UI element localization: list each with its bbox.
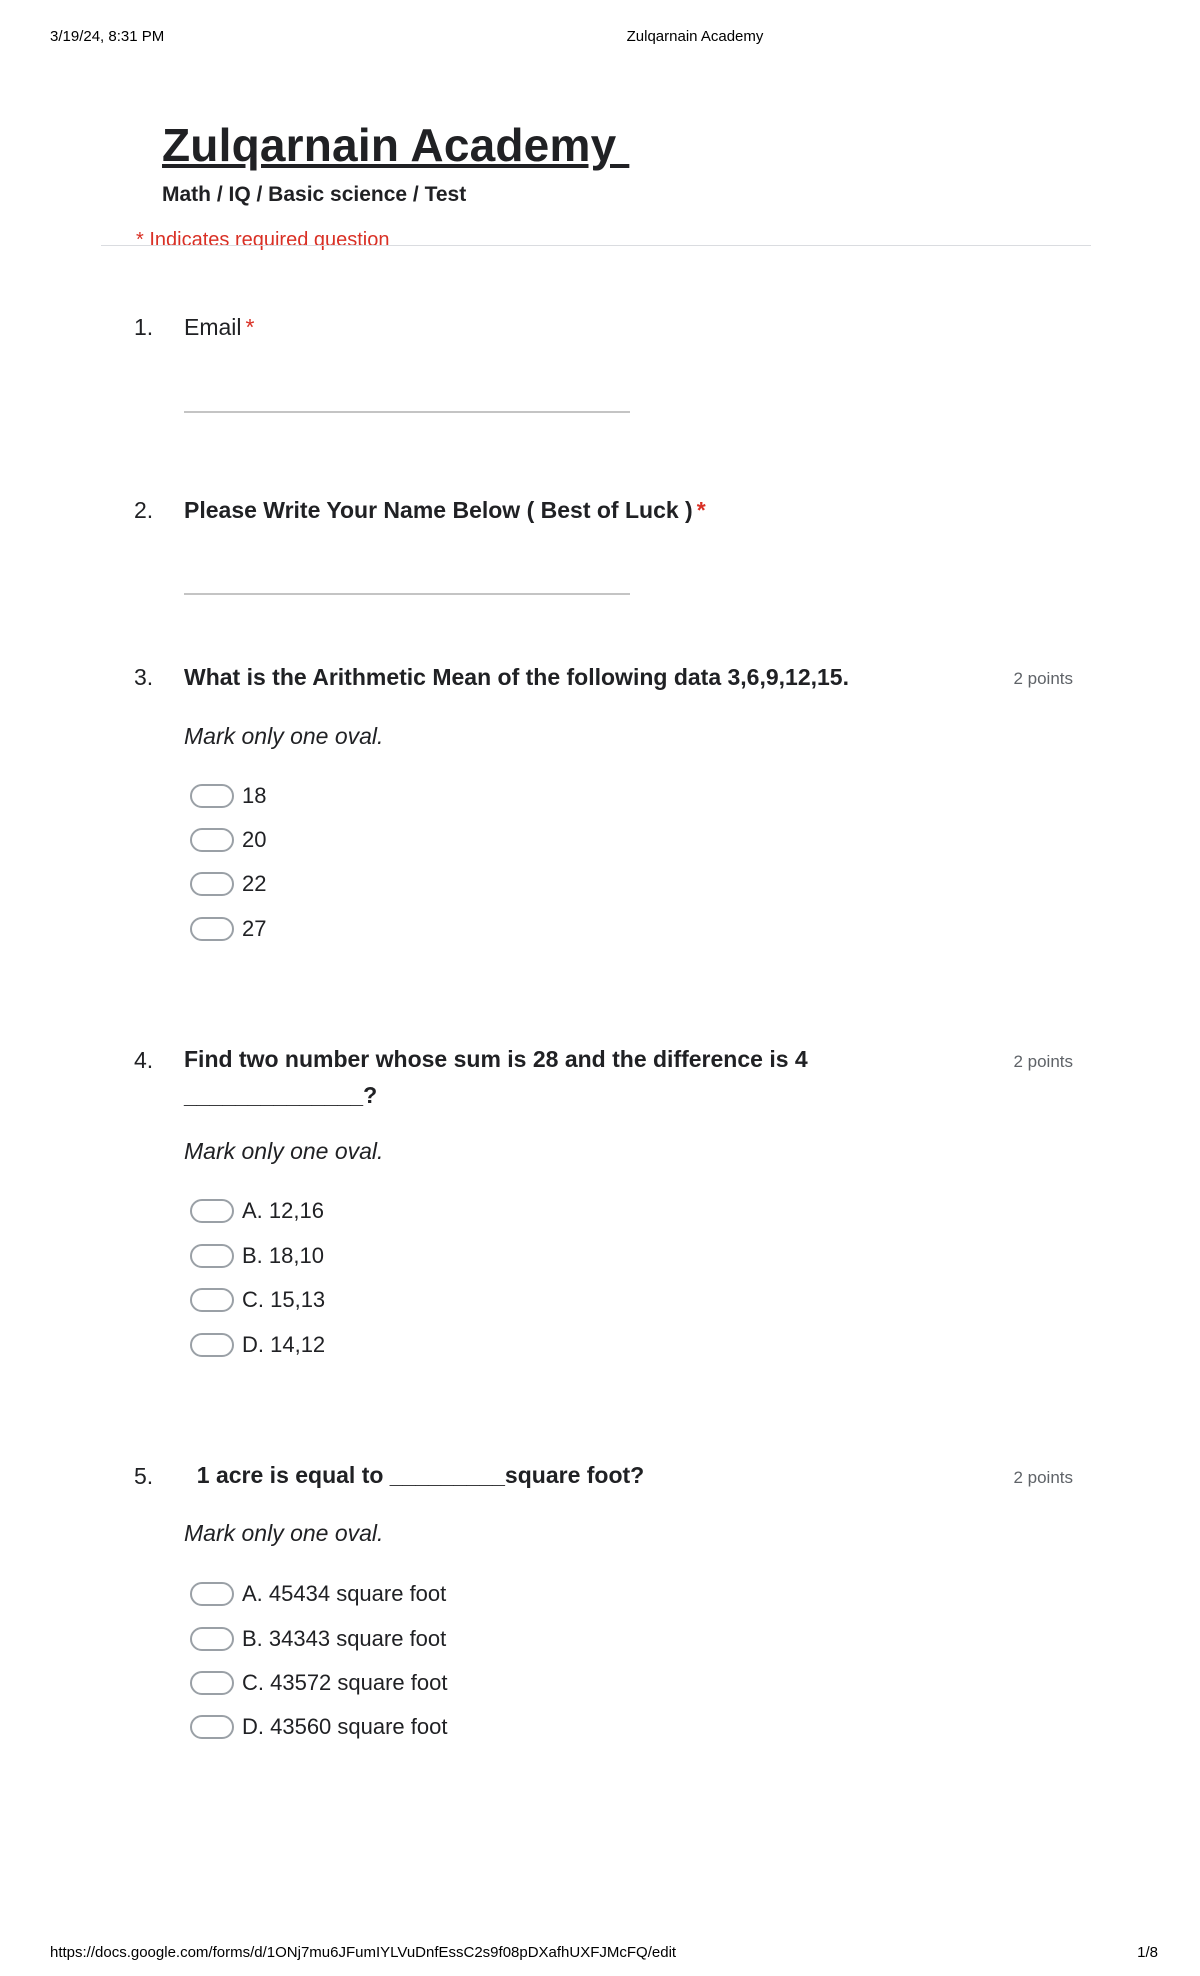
- print-footer-page-number: 1/8: [1137, 1944, 1158, 1961]
- radio-option[interactable]: [190, 1285, 325, 1315]
- form-subtitle: Math / IQ / Basic science / Test: [162, 183, 467, 206]
- mark-one-oval-instruction: Mark only one oval.: [184, 723, 384, 749]
- radio-option[interactable]: [190, 1196, 324, 1226]
- print-footer-url: https://docs.google.com/forms/d/1ONj7mu6JFumIYLVuDnfEssC2s9f08pDXafhUXFJMcFQ/edit: [50, 1944, 677, 1961]
- radio-option[interactable]: [190, 914, 266, 944]
- option-label: D. 43560 square foot: [242, 1714, 448, 1739]
- question-points: 2 points: [1013, 1052, 1073, 1071]
- radio-oval[interactable]: [190, 784, 234, 808]
- form-title: Zulqarnain Academy: [162, 119, 630, 171]
- question-points: 2 points: [1013, 669, 1073, 688]
- question-title-text: Please Write Your Name Below ( Best of Luck ): [184, 497, 693, 523]
- radio-oval[interactable]: [190, 1671, 234, 1695]
- option-label: C. 43572 square foot: [242, 1670, 448, 1695]
- question-title: Find two number whose sum is 28 and the difference is 4 ______________?: [184, 1046, 808, 1108]
- option-label: 22: [242, 871, 267, 896]
- option-label: A. 45434 square foot: [242, 1581, 447, 1606]
- print-header-title: Zulqarnain Academy: [626, 28, 764, 45]
- radio-oval[interactable]: [190, 1627, 234, 1651]
- option-label: C. 15,13: [242, 1287, 326, 1312]
- option-label: B. 34343 square foot: [242, 1626, 447, 1651]
- required-asterisk: *: [696, 497, 706, 523]
- radio-option[interactable]: [190, 1330, 325, 1360]
- question-points: 2 points: [1013, 1468, 1073, 1487]
- question-title: What is the Arithmetic Mean of the following data 3,6,9,12,15.: [184, 664, 849, 690]
- radio-oval[interactable]: [190, 1288, 234, 1312]
- header-divider: [101, 245, 1091, 246]
- mark-one-oval-instruction: Mark only one oval.: [184, 1520, 384, 1546]
- option-label: 27: [242, 916, 267, 941]
- option-label: 20: [242, 827, 267, 852]
- option-label: D. 14,12: [242, 1332, 326, 1357]
- radio-option[interactable]: [190, 1241, 324, 1271]
- question-number: 1.: [134, 314, 154, 340]
- question-number: 4.: [134, 1047, 154, 1073]
- radio-oval[interactable]: [190, 1244, 234, 1268]
- mark-one-oval-instruction: Mark only one oval.: [184, 1138, 384, 1164]
- radio-oval[interactable]: [190, 1333, 234, 1357]
- question-title: [184, 492, 984, 528]
- question-title-text: Email: [184, 314, 242, 340]
- question-number: 2.: [134, 497, 154, 523]
- radio-oval[interactable]: [190, 872, 234, 896]
- radio-option[interactable]: [190, 869, 266, 899]
- radio-oval[interactable]: [190, 1199, 234, 1223]
- option-label: 18: [242, 783, 267, 808]
- radio-oval[interactable]: [190, 828, 234, 852]
- question-title: [184, 309, 984, 345]
- option-label: B. 18,10: [242, 1243, 324, 1268]
- question-number: 3.: [134, 664, 154, 690]
- email-answer-field[interactable]: [184, 411, 630, 413]
- name-answer-field[interactable]: [184, 593, 630, 595]
- question-title: 1 acre is equal to _________square foot?: [184, 1462, 645, 1488]
- radio-oval[interactable]: [190, 917, 234, 941]
- radio-option[interactable]: [190, 781, 266, 811]
- radio-oval[interactable]: [190, 1582, 234, 1606]
- radio-option[interactable]: [190, 825, 266, 855]
- radio-option[interactable]: [190, 1579, 446, 1609]
- radio-oval[interactable]: [190, 1715, 234, 1739]
- question-number: 5.: [134, 1463, 154, 1489]
- radio-option[interactable]: [190, 1624, 446, 1654]
- radio-option[interactable]: [190, 1712, 447, 1742]
- required-asterisk: *: [245, 314, 255, 340]
- radio-option[interactable]: [190, 1668, 447, 1698]
- print-header-datetime: 3/19/24, 8:31 PM: [50, 28, 165, 45]
- option-label: A. 12,16: [242, 1198, 324, 1223]
- required-question-note: * Indicates required question: [136, 229, 390, 251]
